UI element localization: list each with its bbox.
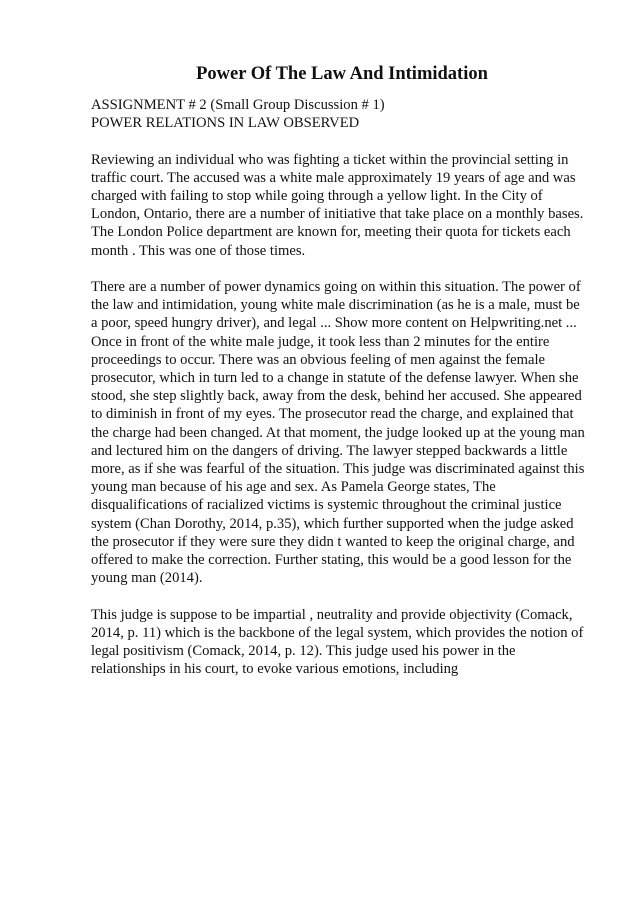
text-line: There are a number of power dynamics going on within this situation. The power of (91, 279, 581, 295)
text-line: proceedings to occur. There was an obvious feeling of men against the female (91, 351, 546, 368)
paragraph-spacer (91, 132, 591, 150)
text-line: Once in front of the white male judge, it took less than 2 minutes for the entire (91, 333, 550, 350)
text-line: stood, she step slightly back, away from the desk, behind her accused. She appeared (91, 388, 582, 405)
text-line: traffic court. The accused was a white male approximately 19 years of age and was (91, 169, 576, 186)
paragraph-spacer (91, 587, 591, 605)
text-line: to diminish in front of my eyes. The prosecutor read the charge, and explained that (91, 406, 574, 423)
text-line: Reviewing an individual who was fighting a ticket within the provincial setting in (91, 151, 569, 168)
text-line: young man (2014). (91, 570, 203, 587)
text-line: a poor, speed hungry driver), and legal ... Show more content on Helpwriting.net ... (91, 315, 577, 332)
text-line: relationships in his court, to evoke various emotions, including (91, 661, 459, 678)
paragraph-1 (91, 151, 591, 260)
text-line: 2014, p. 11) which is the backbone of the legal system, which provides the notion of (91, 624, 584, 641)
text-line: disqualifications of racialized victims is systemic throughout the criminal justice (91, 497, 562, 514)
text-line: more, as if she was fearful of the situation. This judge was discriminated against this (91, 461, 585, 478)
text-line: month . This was one of those times. (91, 242, 306, 259)
paragraph-3 (91, 606, 591, 679)
paragraph-2 (91, 278, 591, 587)
text-line: London, Ontario, there are a number of initiative that take place on a monthly bases. (91, 206, 584, 223)
paragraph-spacer (91, 260, 591, 278)
text-line: This judge is suppose to be impartial , neutrality and provide objectivity (Comack, (91, 606, 573, 623)
text-line: system (Chan Dorothy, 2014, p.35), which further supported when the judge asked (91, 515, 574, 532)
text-line: the prosecutor if they were sure they didn t wanted to keep the original charge, and (91, 533, 575, 550)
assignment-heading: ASSIGNMENT # 2 (Small Group Discussion # 1) (91, 97, 385, 113)
text-line: the charge had been changed. At that moment, the judge looked up at the young man (91, 424, 585, 441)
text-line: and lectured him on the dangers of driving. The lawyer stepped backwards a little (91, 442, 568, 459)
text-line: the law and intimidation, young white male discrimination (as he is a male, must be (91, 297, 580, 314)
text-line: charged with failing to stop while going through a yellow light. In the City of (91, 188, 543, 204)
text-line: young man because of his age and sex. As Pamela George states, The (91, 479, 496, 496)
text-line: offered to make the correction. Further stating, this would be a good lesson for the (91, 552, 572, 569)
section-heading: POWER RELATIONS IN LAW OBSERVED (91, 115, 360, 132)
text-line: The London Police department are known for, meeting their quota for tickets each (91, 224, 571, 241)
document-body (91, 96, 591, 678)
document-title: Power Of The Law And Intimidation (196, 64, 488, 84)
text-line: legal positivism (Comack, 2014, p. 12). This judge used his power in the (91, 643, 516, 660)
text-line: prosecutor, which in turn led to a change in statute of the defense lawyer. When she (91, 370, 579, 387)
